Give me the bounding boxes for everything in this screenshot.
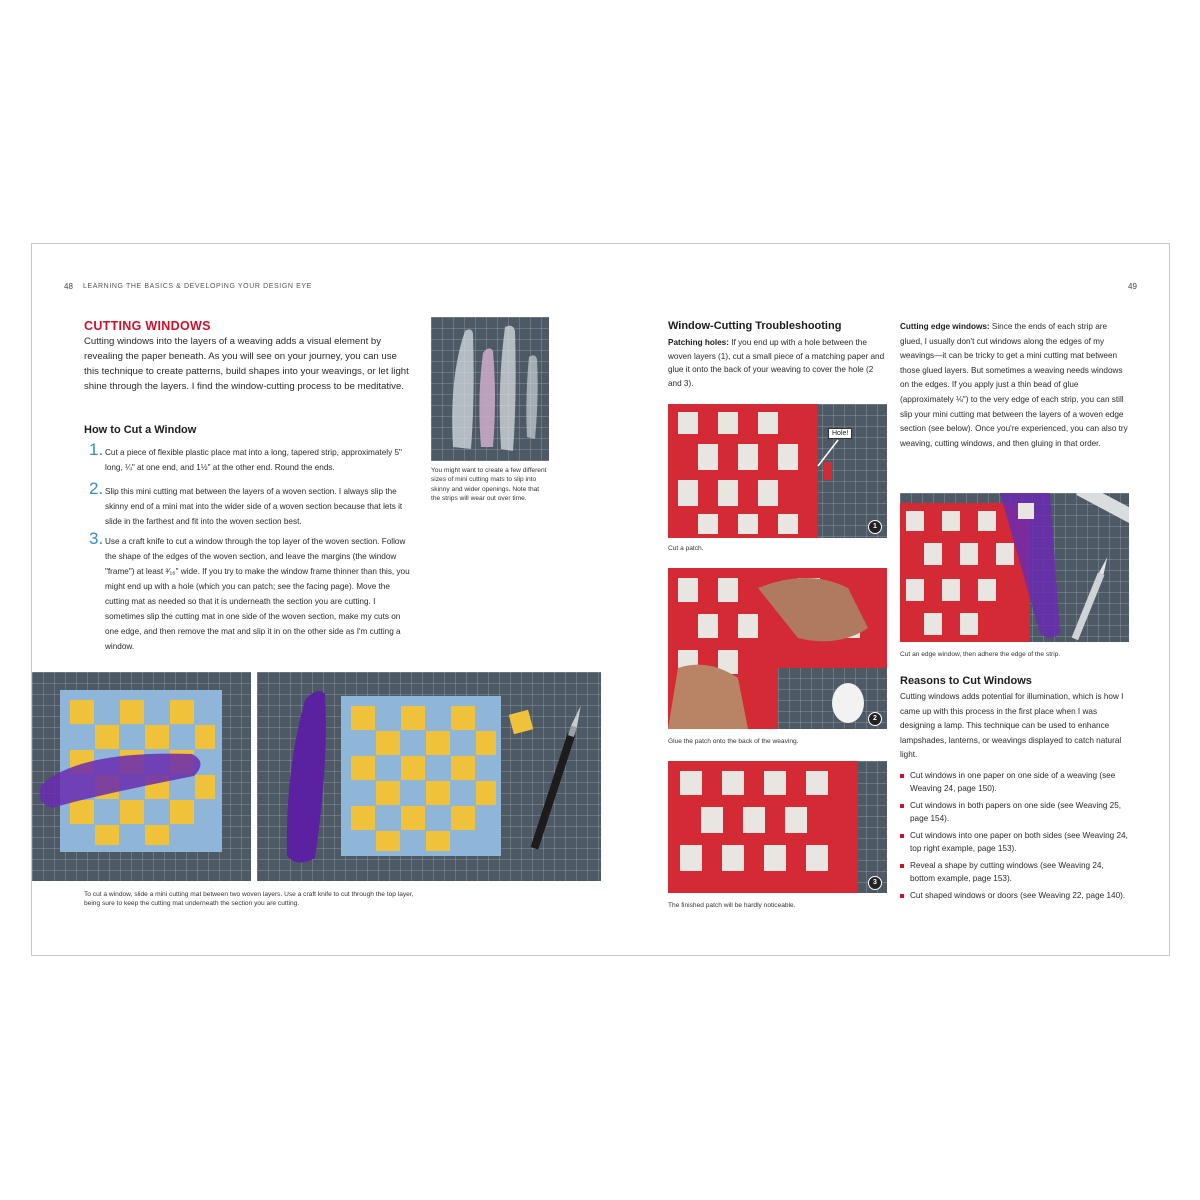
patch-photo-3	[668, 761, 887, 893]
step-1	[89, 440, 419, 479]
finished-patch-illustration	[668, 761, 887, 893]
step-3	[89, 529, 419, 654]
mini-mats-photo	[431, 317, 549, 461]
list-item: Cut windows into one paper on both sides (see Weaving 24, top right example, page 153).	[900, 830, 1130, 855]
step-text: Cut a piece of flexible plastic place mat into a long, tapered strip, approximately 5" long, ¼" at one end, and 1½" at the other end. Round the ends.	[105, 448, 402, 472]
list-item: Reveal a shape by cutting windows (see Weaving 24, bottom example, page 153).	[900, 860, 1130, 885]
red-weaving-hole-illustration	[668, 404, 887, 538]
patch-photo-2	[668, 568, 887, 729]
right-page-number: 49	[1128, 282, 1137, 291]
cutting-photo-right	[257, 672, 601, 881]
caption-1: Cut a patch.	[668, 545, 704, 552]
intro-paragraph: Cutting windows into the layers of a weaving adds a visual element by revealing the paper beneath. As you will see on your journey, you can use this technique to create patterns, build shapes into your weavings, or let light shine through the layers. I find the window-cutting process to be meditative.	[84, 336, 409, 392]
step-text: Slip this mini cutting mat between the layers of a woven section. I always slip the skinny end of a mini mat into the wider side of a woven section because that lets it slide in the farthest and fit into the woven section best.	[105, 487, 403, 526]
left-page-number: 48	[64, 282, 73, 291]
edge-window-illustration	[900, 493, 1129, 642]
step-2	[89, 479, 419, 530]
list-item: Cut windows in both papers on one side (see Weaving 25, page 154).	[900, 800, 1130, 825]
step-number: 2.	[89, 479, 104, 498]
caption-3: The finished patch will be hardly noticeable.	[668, 902, 796, 909]
step-number: 1.	[89, 440, 104, 459]
reasons-list	[900, 770, 1130, 908]
edge-windows-paragraph	[900, 320, 1130, 451]
troubleshooting-heading: Window-Cutting Troubleshooting	[668, 320, 842, 332]
cutting-photo-left	[32, 672, 251, 881]
mats-caption: You might want to create a few different sizes of mini cutting mats to slip into skinny and wider openings. Note that the strips will wear out over time.	[431, 467, 547, 503]
hole-label: Hole!	[828, 428, 852, 439]
mini-mats-illustration	[431, 317, 549, 461]
running-head: LEARNING THE BASICS & DEVELOPING YOUR DESIGN EYE	[83, 283, 312, 290]
edge-text: Since the ends of each strip are glued, I usually don't cut windows along the edges of my weavings—it can be tricky to get a mini cutting mat between those glued layers. But sometimes a weaving needs windows on the edges. If you apply just a thin bead of glue (approximately ⅛") to the very edge of each strip, you can still slip your mini cutting mat between the layers of a woven edge section (see below). Once you're experienced, you can also try weaving, cutting windows, and then gluing in that order.	[900, 322, 1128, 448]
photo-badge: 1	[868, 520, 882, 534]
section-title: CUTTING WINDOWS	[84, 319, 211, 333]
photo-badge: 2	[868, 712, 882, 726]
caption-2: Glue the patch onto the back of the weaving.	[668, 738, 799, 745]
gluing-patch-illustration	[668, 568, 887, 729]
bottom-caption: To cut a window, slide a mini cutting mat between two woven layers. Use a craft knife to cut through the top layer, being sure to keep the cutting mat underneath the section you are cutting.	[84, 891, 414, 908]
photo-badge: 3	[868, 876, 882, 890]
how-to-heading: How to Cut a Window	[84, 424, 197, 436]
book-spread	[31, 243, 1170, 956]
reasons-intro: Cutting windows adds potential for illumination, which is how I came up with this process in the first place when I was designing a lamp. This technique can be used to enhance lampshades, lanterns, or weavings displayed to catch natural light.	[900, 692, 1124, 760]
step-text: Use a craft knife to cut a window through the top layer of the woven section. Follow the shape of the edges of the woven section, and leave the margins (the window "frame") at least ³⁄₁₆" wide. If you try to make the window frame thinner than this, you might end up with a hole (which you can patch; see the facing page). Move the cutting mat as needed so that it is underneath the section you are cutting. I sometimes slip the cutting mat in one side of the woven section, make my cuts on one edge, and then remove the mat and slip it in on the other side as I'm cutting a window.	[105, 537, 410, 651]
edge-caption: Cut an edge window, then adhere the edge of the strip.	[900, 651, 1061, 658]
patching-lead: Patching holes:	[668, 338, 729, 347]
edge-lead: Cutting edge windows:	[900, 322, 990, 331]
weaving-with-mat-illustration	[32, 672, 251, 881]
reasons-heading: Reasons to Cut Windows	[900, 675, 1032, 687]
edge-window-photo	[900, 493, 1129, 642]
list-item: Cut windows in one paper on one side of a weaving (see Weaving 24, page 150).	[900, 770, 1130, 795]
patching-text: If you end up with a hole between the woven layers (1), cut a small piece of a matching paper and glue it onto the back of your weaving to cover the hole (2 and 3).	[668, 338, 885, 388]
list-item: Cut shaped windows or doors (see Weaving 22, page 140).	[900, 890, 1130, 903]
step-number: 3.	[89, 529, 104, 548]
patching-paragraph	[668, 336, 888, 390]
patch-photo-1	[668, 404, 887, 538]
weaving-with-knife-illustration	[257, 672, 601, 881]
